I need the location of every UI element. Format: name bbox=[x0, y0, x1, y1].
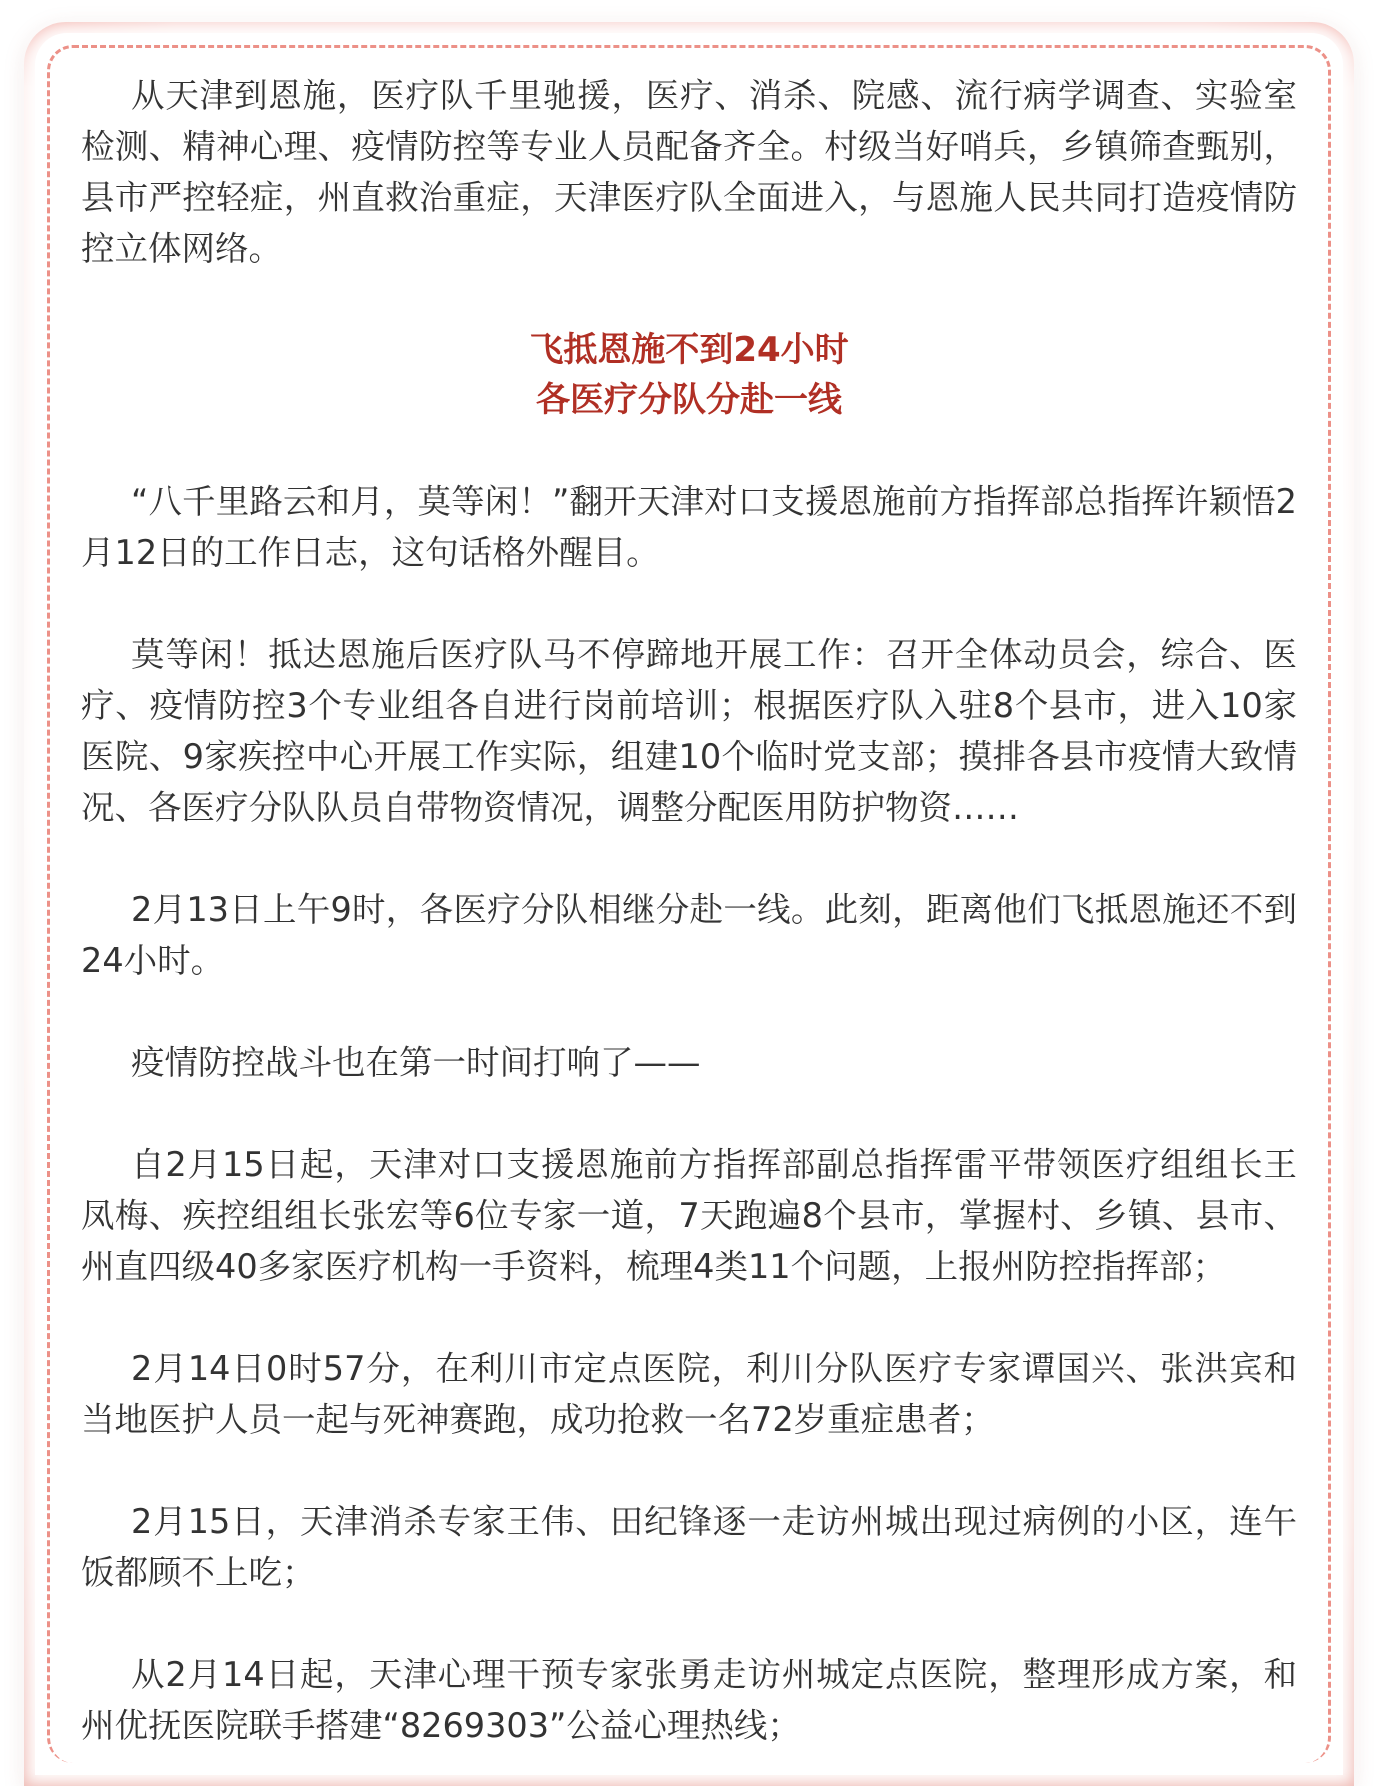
card-inner bbox=[35, 33, 1343, 1775]
paragraph: 2月13日上午9时，各医疗分队相继分赴一线。此刻，距离他们飞抵恩施还不到24小时。 bbox=[81, 890, 1297, 980]
paragraph: 2月14日0时57分，在利川市定点医院，利川分队医疗专家谭国兴、张洪宾和当地医护人员一起与死神赛跑，成功抢救一名72岁重症患者； bbox=[81, 1349, 1297, 1439]
paragraph: 莫等闲！抵达恩施后医疗队马不停蹄地开展工作：召开全体动员会，综合、医疗、疫情防控3个专业组各自进行岗前培训；根据医疗队入驻8个县市，进入10家医院、9家疾控中心开展工作实际，组建10个临时党支部；摸排各县市疫情大致情况、各医疗分队队员自带物资情况，调整分配医用防护物资…… bbox=[81, 635, 1297, 827]
paragraph: 自2月15日起，天津对口支援恩施前方指挥部副总指挥雷平带领医疗组组长王凤梅、疾控组组长张宏等6位专家一道，7天跑遍8个县市，掌握村、乡镇、县市、州直四级40多家医疗机构一手资料，梳理4类11个问题，上报州防控指挥部； bbox=[81, 1145, 1297, 1286]
dashed-border-box bbox=[47, 45, 1331, 1763]
section-heading-line: 各医疗分队分赴一线 bbox=[536, 380, 842, 420]
article-card bbox=[24, 22, 1354, 1786]
paragraph: 疫情防控战斗也在第一时间打响了—— bbox=[131, 1043, 701, 1082]
paragraph: 从天津到恩施，医疗队千里驰援，医疗、消杀、院感、流行病学调查、实验室检测、精神心理、疫情防控等专业人员配备齐全。村级当好哨兵，乡镇筛查甄别，县市严控轻症，州直救治重症，天津医疗队全面进入，与恩施人民共同打造疫情防控立体网络。 bbox=[81, 76, 1297, 268]
section-heading-line: 飞抵恩施不到24小时 bbox=[529, 330, 849, 370]
section-heading bbox=[81, 325, 1297, 425]
paragraph: 从2月14日起，天津心理干预专家张勇走访州城定点医院，整理形成方案，和州优抚医院联手搭建“8269303”公益心理热线； bbox=[81, 1655, 1297, 1745]
paragraph: 2月15日，天津消杀专家王伟、田纪锋逐一走访州城出现过病例的小区，连午饭都顾不上吃； bbox=[81, 1502, 1297, 1592]
paragraph: “八千里路云和月，莫等闲！”翻开天津对口支援恩施前方指挥部总指挥许颖悟2月12日的工作日志，这句话格外醒目。 bbox=[81, 482, 1297, 572]
